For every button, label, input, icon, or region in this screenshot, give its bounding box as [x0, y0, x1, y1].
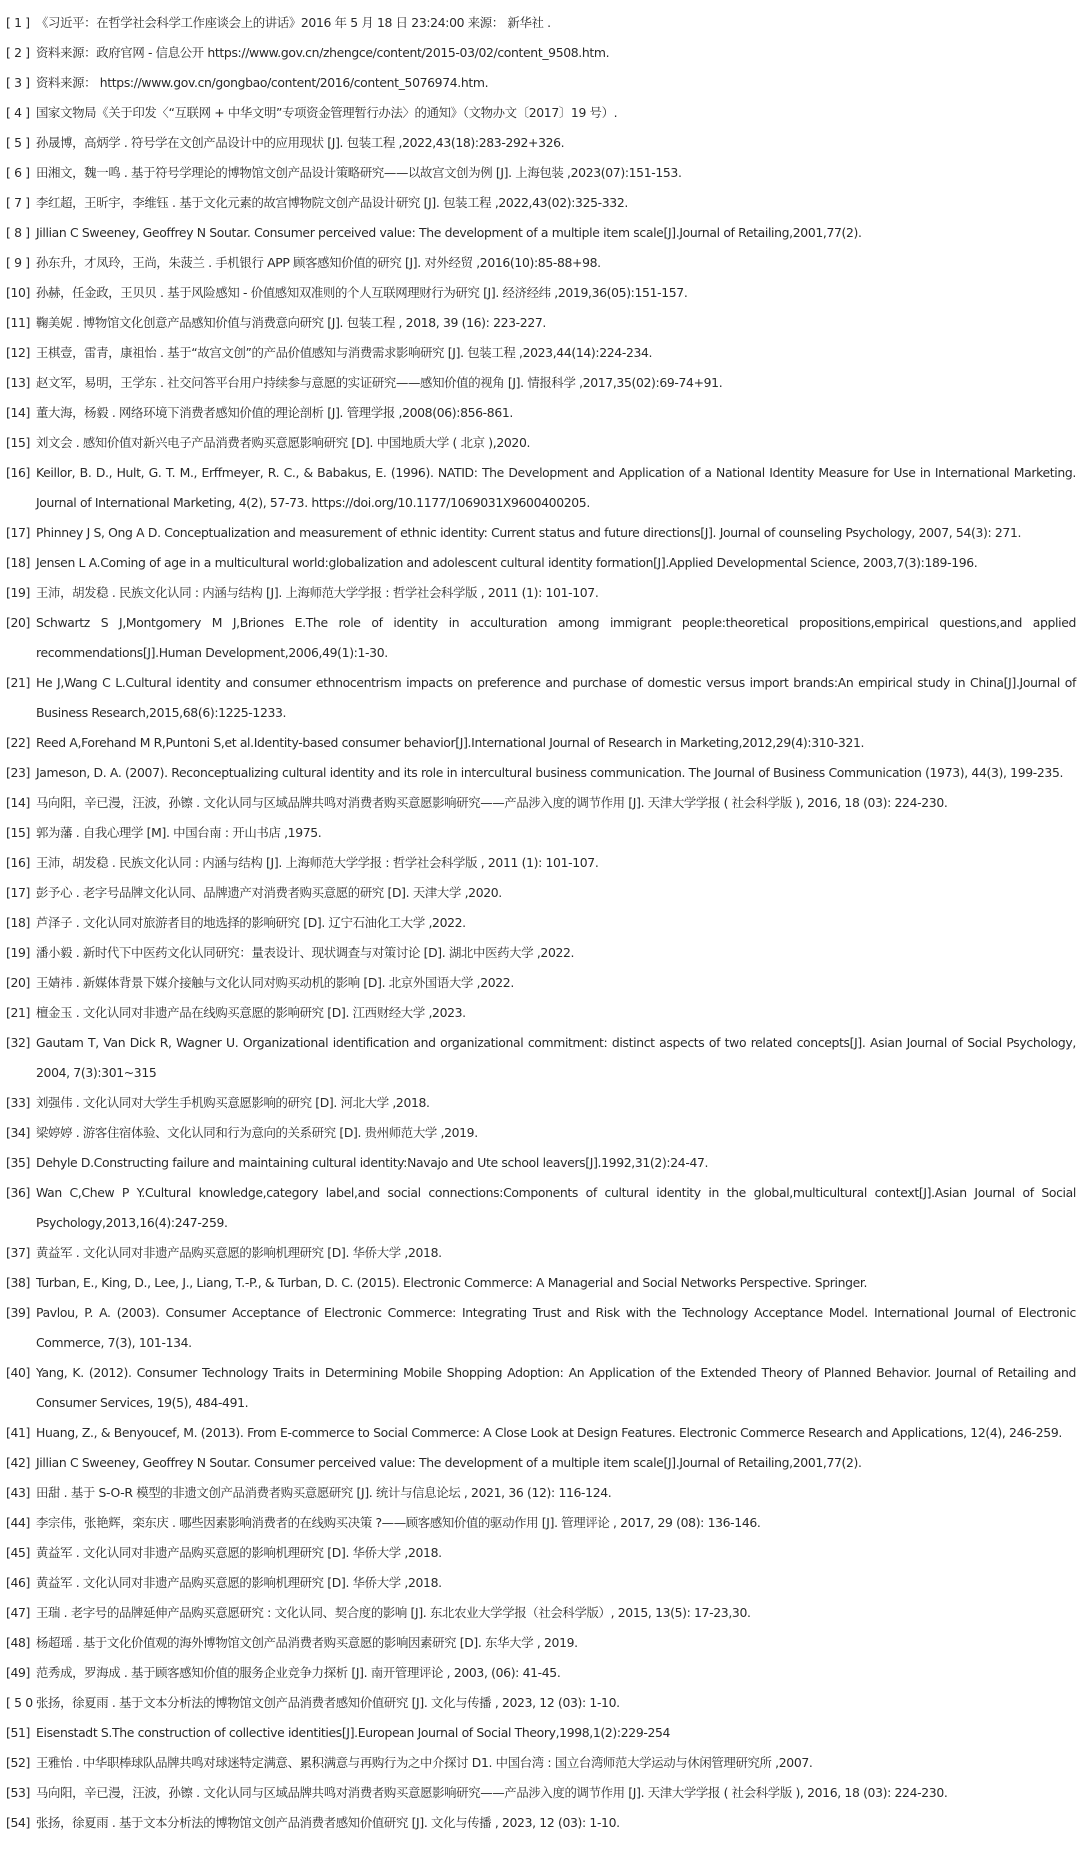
reference-item	[6, 338, 1076, 368]
reference-text: Dehyle D.Constructing failure and maintaining cultural identity:Navajo and Ute school leavers[J].1992,31(2):24-47.	[36, 1155, 709, 1170]
reference-item	[6, 1628, 1076, 1658]
reference-number: [53]	[6, 1785, 31, 1800]
reference-number: [20]	[6, 975, 31, 990]
reference-text: He J,Wang C L.Cultural identity and consumer ethnocentrism impacts on preference and purchase of domestic versus import brands:An empirical study in China[J].Journal of Business Research,2015,68(6):1225-1233.	[36, 675, 1076, 720]
reference-item	[6, 758, 1076, 788]
reference-text: 鞠美妮 . 博物馆文化创意产品感知价值与消费意向研究 [J]. 包装工程 , 2018, 39 (16): 223-227.	[36, 315, 546, 330]
reference-text: 檀金玉 . 文化认同对非遗产品在线购买意愿的影响研究 [D]. 江西财经大学 ,2023.	[36, 1005, 466, 1020]
reference-text: 资料来源：政府官网 - 信息公开 https://www.gov.cn/zhengce/content/2015-03/02/content_9508.htm.	[36, 45, 610, 60]
reference-number: [48]	[6, 1635, 31, 1650]
reference-text: 孙晟博，高炳学 . 符号学在文创产品设计中的应用现状 [J]. 包装工程 ,2022,43(18):283-292+326.	[36, 135, 565, 150]
reference-text: Huang, Z., & Benyoucef, M. (2013). From E-commerce to Social Commerce: A Close Look at Design Features. Electronic Commerce Research and Applications, 12(4), 246-259.	[36, 1425, 1062, 1440]
reference-item	[6, 518, 1076, 548]
reference-item	[6, 878, 1076, 908]
reference-number: [ 6 ]	[6, 165, 30, 180]
reference-item	[6, 1718, 1076, 1748]
reference-number: [ 7 ]	[6, 195, 30, 210]
reference-item	[6, 1688, 1076, 1718]
reference-item	[6, 1268, 1076, 1298]
reference-item	[6, 1238, 1076, 1268]
reference-number: [17]	[6, 525, 31, 540]
reference-text: 董大海，杨毅 . 网络环境下消费者感知价值的理论剖析 [J]. 管理学报 ,2008(06):856-861.	[36, 405, 513, 420]
reference-number: [47]	[6, 1605, 31, 1620]
reference-item	[6, 1508, 1076, 1538]
reference-item	[6, 548, 1076, 578]
reference-text: 孙赫，任金政，王贝贝 . 基于风险感知 - 价值感知双准则的个人互联网理财行为研究 [J]. 经济经纬 ,2019,36(05):151-157.	[36, 285, 688, 300]
reference-number: [49]	[6, 1665, 31, 1680]
reference-number: [36]	[6, 1185, 31, 1200]
reference-number: [45]	[6, 1545, 31, 1560]
reference-item	[6, 1088, 1076, 1118]
reference-item	[6, 788, 1076, 818]
reference-number: [34]	[6, 1125, 31, 1140]
reference-text: 刘文会 . 感知价值对新兴电子产品消费者购买意愿影响研究 [D]. 中国地质大学 ( 北京 ),2020.	[36, 435, 531, 450]
reference-number: [54]	[6, 1815, 31, 1830]
reference-item	[6, 578, 1076, 608]
reference-text: Keillor, B. D., Hult, G. T. M., Erffmeyer, R. C., & Babakus, E. (1996). NATID: The Development and Application of a National Identity Measure for Use in International Marketing. Journal of International Marketing, 4(2), 57-73. https://doi.org/10.1177/1069031X9600400205.	[36, 465, 1076, 510]
reference-item	[6, 1148, 1076, 1178]
reference-number: [37]	[6, 1245, 31, 1260]
reference-number: [ 4 ]	[6, 105, 30, 120]
reference-text: Eisenstadt S.The construction of collective identities[J].European Journal of Social Theory,1998,1(2):229-254	[36, 1725, 671, 1740]
reference-text: 国家文物局《关于印发〈“互联网 + 中华文明”专项资金管理暂行办法〉的通知》（文物办文〔2017〕19 号）.	[36, 105, 618, 120]
reference-text: 马向阳，辛已漫，汪波，孙镲 . 文化认同与区域品牌共鸣对消费者购买意愿影响研究——产品涉入度的调节作用 [J]. 天津大学学报 ( 社会科学版 ), 2016, 18 (03): 224-230.	[36, 1785, 948, 1800]
reference-item	[6, 908, 1076, 938]
reference-item	[6, 8, 1076, 38]
reference-text: 黄益军 . 文化认同对非遗产品购买意愿的影响机理研究 [D]. 华侨大学 ,2018.	[36, 1575, 442, 1590]
reference-number: [33]	[6, 1095, 31, 1110]
reference-text: 黄益军 . 文化认同对非遗产品购买意愿的影响机理研究 [D]. 华侨大学 ,2018.	[36, 1245, 442, 1260]
reference-text: 郭为藩 . 自我心理学 [M]. 中国台南 : 开山书店 ,1975.	[36, 825, 322, 840]
reference-text: 王棋壹，雷青，康祖怡 . 基于“故宫文创”的产品价值感知与消费需求影响研究 [J]. 包装工程 ,2023,44(14):224-234.	[36, 345, 653, 360]
reference-text: Jillian C Sweeney, Geoffrey N Soutar. Consumer perceived value: The development of a multiple item scale[J].Journal of Retailing,2001,77(2).	[36, 225, 862, 240]
reference-number: [19]	[6, 945, 31, 960]
reference-number: [21]	[6, 1005, 31, 1020]
reference-item	[6, 608, 1076, 668]
reference-number: [39]	[6, 1305, 31, 1320]
reference-item	[6, 668, 1076, 728]
reference-text: Wan C,Chew P Y.Cultural knowledge,category label,and social connections:Components of cultural identity in the global,multicultural context[J].Asian Journal of Social Psychology,2013,16(4):247-259.	[36, 1185, 1076, 1230]
reference-number: [10]	[6, 285, 31, 300]
reference-text: Jameson, D. A. (2007). Reconceptualizing cultural identity and its role in intercultural business communication. The Journal of Business Communication (1973), 44(3), 199-235.	[36, 765, 1064, 780]
reference-item	[6, 1538, 1076, 1568]
reference-number: [ 5 0	[6, 1695, 33, 1710]
reference-item	[6, 938, 1076, 968]
reference-text: 李红超，王昕宇，李维钰 . 基于文化元素的故宫博物院文创产品设计研究 [J]. 包装工程 ,2022,43(02):325-332.	[36, 195, 628, 210]
reference-text: 赵文军，易明，王学东 . 社交问答平台用户持续参与意愿的实证研究——感知价值的视角 [J]. 情报科学 ,2017,35(02):69-74+91.	[36, 375, 723, 390]
reference-number: [44]	[6, 1515, 31, 1530]
reference-text: 王婧祎 . 新媒体背景下媒介接触与文化认同对购买动机的影响 [D]. 北京外国语大学 ,2022.	[36, 975, 514, 990]
reference-text: 彭予心 . 老字号品牌文化认同、品牌遗产对消费者购买意愿的研究 [D]. 天津大学 ,2020.	[36, 885, 502, 900]
reference-text: 杨超瑶 . 基于文化价值观的海外博物馆文创产品消费者购买意愿的影响因素研究 [D]. 东华大学 , 2019.	[36, 1635, 578, 1650]
reference-item	[6, 1808, 1076, 1838]
reference-number: [14]	[6, 405, 31, 420]
reference-text: 王雅怡 . 中华职棒球队品牌共鸣对球迷特定满意、累积满意与再购行为之中介探讨 D1. 中国台湾 : 国立台湾师范大学运动与休闲管理研究所 ,2007.	[36, 1755, 813, 1770]
reference-item	[6, 1778, 1076, 1808]
reference-number: [ 1 ]	[6, 15, 30, 30]
reference-number: [ 3 ]	[6, 75, 30, 90]
reference-number: [17]	[6, 885, 31, 900]
reference-number: [20]	[6, 615, 31, 630]
reference-item	[6, 1478, 1076, 1508]
reference-text: 梁婷婷 . 游客住宿体验、文化认同和行为意向的关系研究 [D]. 贵州师范大学 ,2019.	[36, 1125, 478, 1140]
reference-text: 王瑞 . 老字号的品牌延伸产品购买意愿研究 : 文化认同、契合度的影响 [J]. 东北农业大学学报（社会科学版）, 2015, 13(5): 17-23,30.	[36, 1605, 751, 1620]
reference-number: [14]	[6, 795, 31, 810]
reference-text: 马向阳，辛已漫，汪波，孙镲 . 文化认同与区域品牌共鸣对消费者购买意愿影响研究——产品涉入度的调节作用 [J]. 天津大学学报 ( 社会科学版 ), 2016, 18 (03): 224-230.	[36, 795, 948, 810]
reference-number: [43]	[6, 1485, 31, 1500]
reference-item	[6, 1298, 1076, 1358]
reference-item	[6, 1028, 1076, 1088]
reference-item	[6, 1748, 1076, 1778]
reference-text: 田甜 . 基于 S-O-R 模型的非遗文创产品消费者购买意愿研究 [J]. 统计与信息论坛 , 2021, 36 (12): 116-124.	[36, 1485, 612, 1500]
reference-item	[6, 158, 1076, 188]
reference-item	[6, 308, 1076, 338]
reference-number: [ 9 ]	[6, 255, 30, 270]
reference-item	[6, 98, 1076, 128]
reference-text: 李宗伟，张艳辉，栾东庆 . 哪些因素影响消费者的在线购买决策 ?——顾客感知价值的驱动作用 [J]. 管理评论 , 2017, 29 (08): 136-146.	[36, 1515, 761, 1530]
reference-item	[6, 1118, 1076, 1148]
reference-number: [40]	[6, 1365, 31, 1380]
reference-text: 芦泽子 . 文化认同对旅游者目的地选择的影响研究 [D]. 辽宁石油化工大学 ,2022.	[36, 915, 466, 930]
reference-number: [ 2 ]	[6, 45, 30, 60]
reference-item	[6, 1178, 1076, 1238]
reference-number: [21]	[6, 675, 31, 690]
reference-number: [41]	[6, 1425, 31, 1440]
reference-text: Jillian C Sweeney, Geoffrey N Soutar. Consumer perceived value: The development of a multiple item scale[J].Journal of Retailing,2001,77(2).	[36, 1455, 862, 1470]
reference-text: 范秀成，罗海成 . 基于顾客感知价值的服务企业竞争力探析 [J]. 南开管理评论 , 2003, (06): 41-45.	[36, 1665, 561, 1680]
reference-number: [ 8 ]	[6, 225, 30, 240]
reference-number: [18]	[6, 555, 31, 570]
reference-text: 张扬，徐夏雨 . 基于文本分析法的博物馆文创产品消费者感知价值研究 [J]. 文化与传播 , 2023, 12 (03): 1-10.	[36, 1815, 620, 1830]
reference-number: [15]	[6, 435, 31, 450]
reference-number: [16]	[6, 465, 31, 480]
reference-text: Gautam T, Van Dick R, Wagner U. Organizational identification and organizational commitment: distinct aspects of two related concepts[J]. Asian Journal of Social Psychology, 2004, 7(3):301~315	[36, 1035, 1076, 1080]
reference-item	[6, 458, 1076, 518]
reference-text: 黄益军 . 文化认同对非遗产品购买意愿的影响机理研究 [D]. 华侨大学 ,2018.	[36, 1545, 442, 1560]
reference-item	[6, 968, 1076, 998]
reference-item	[6, 368, 1076, 398]
reference-text: Yang, K. (2012). Consumer Technology Traits in Determining Mobile Shopping Adoption: An Application of the Extended Theory of Planned Behavior. Journal of Retailing and Consumer Services, 19(5), 484-491.	[36, 1365, 1076, 1410]
reference-item	[6, 1448, 1076, 1478]
reference-number: [38]	[6, 1275, 31, 1290]
reference-item	[6, 218, 1076, 248]
reference-item	[6, 998, 1076, 1028]
reference-text: Turban, E., King, D., Lee, J., Liang, T.-P., & Turban, D. C. (2015). Electronic Commerce: A Managerial and Social Networks Perspective. Springer.	[36, 1275, 868, 1290]
reference-text: Jensen L A.Coming of age in a multicultural world:globalization and adolescent cultural identity formation[J].Applied Developmental Science, 2003,7(3):189-196.	[36, 555, 978, 570]
reference-item	[6, 428, 1076, 458]
reference-item	[6, 1658, 1076, 1688]
reference-text: Schwartz S J,Montgomery M J,Briones E.The role of identity in acculturation among immigrant people:theoretical propositions,empirical questions,and applied recommendations[J].Human Development,2006,49(1):1-30.	[36, 615, 1076, 660]
reference-number: [51]	[6, 1725, 31, 1740]
reference-item	[6, 1418, 1076, 1448]
reference-number: [18]	[6, 915, 31, 930]
reference-item	[6, 248, 1076, 278]
reference-number: [23]	[6, 765, 31, 780]
reference-text: 王沛，胡发稳 . 民族文化认同 : 内涵与结构 [J]. 上海师范大学学报 : 哲学社会科学版 , 2011 (1): 101-107.	[36, 855, 599, 870]
reference-number: [52]	[6, 1755, 31, 1770]
reference-number: [15]	[6, 825, 31, 840]
reference-number: [46]	[6, 1575, 31, 1590]
reference-number: [22]	[6, 735, 31, 750]
reference-item	[6, 728, 1076, 758]
reference-text: Phinney J S, Ong A D. Conceptualization and measurement of ethnic identity: Current status and future directions[J]. Journal of counseling Psychology, 2007, 54(3): 271.	[36, 525, 1022, 540]
reference-text: 刘强伟 . 文化认同对大学生手机购买意愿影响的研究 [D]. 河北大学 ,2018.	[36, 1095, 430, 1110]
reference-item	[6, 128, 1076, 158]
reference-text: 潘小毅 . 新时代下中医药文化认同研究：量表设计、现状调查与对策讨论 [D]. 湖北中医药大学 ,2022.	[36, 945, 575, 960]
reference-text: 张扬，徐夏雨 . 基于文本分析法的博物馆文创产品消费者感知价值研究 [J]. 文化与传播 , 2023, 12 (03): 1-10.	[36, 1695, 620, 1710]
reference-text: 王沛，胡发稳 . 民族文化认同 : 内涵与结构 [J]. 上海师范大学学报 : 哲学社会科学版 , 2011 (1): 101-107.	[36, 585, 599, 600]
reference-item	[6, 398, 1076, 428]
reference-item	[6, 38, 1076, 68]
reference-text: Pavlou, P. A. (2003). Consumer Acceptance of Electronic Commerce: Integrating Trust and Risk with the Technology Acceptance Model. International Journal of Electronic Commerce, 7(3), 101-134.	[36, 1305, 1076, 1350]
reference-item	[6, 1358, 1076, 1418]
reference-text: Reed A,Forehand M R,Puntoni S,et al.Identity-based consumer behavior[J].International Journal of Research in Marketing,2012,29(4):310-321.	[36, 735, 865, 750]
reference-text: 孙东升，才凤玲，王尚，朱菠兰 . 手机银行 APP 顾客感知价值的研究 [J]. 对外经贸 ,2016(10):85-88+98.	[36, 255, 601, 270]
reference-text: 田湘文，魏一鸣 . 基于符号学理论的博物馆文创产品设计策略研究——以故宫文创为例 [J]. 上海包装 ,2023(07):151-153.	[36, 165, 682, 180]
reference-item	[6, 1598, 1076, 1628]
reference-text: 《习近平：在哲学社会科学工作座谈会上的讲话》2016 年 5 月 18 日 23:24:00 来源： 新华社 .	[36, 15, 551, 30]
reference-item	[6, 68, 1076, 98]
reference-number: [16]	[6, 855, 31, 870]
reference-number: [ 5 ]	[6, 135, 30, 150]
reference-number: [19]	[6, 585, 31, 600]
reference-number: [11]	[6, 315, 31, 330]
reference-number: [35]	[6, 1155, 31, 1170]
reference-item	[6, 848, 1076, 878]
reference-number: [12]	[6, 345, 31, 360]
reference-number: [32]	[6, 1035, 31, 1050]
reference-item	[6, 278, 1076, 308]
reference-item	[6, 1568, 1076, 1598]
reference-number: [42]	[6, 1455, 31, 1470]
reference-text: 资料来源： https://www.gov.cn/gongbao/content/2016/content_5076974.htm.	[36, 75, 489, 90]
reference-item	[6, 188, 1076, 218]
reference-number: [13]	[6, 375, 31, 390]
reference-item	[6, 818, 1076, 848]
